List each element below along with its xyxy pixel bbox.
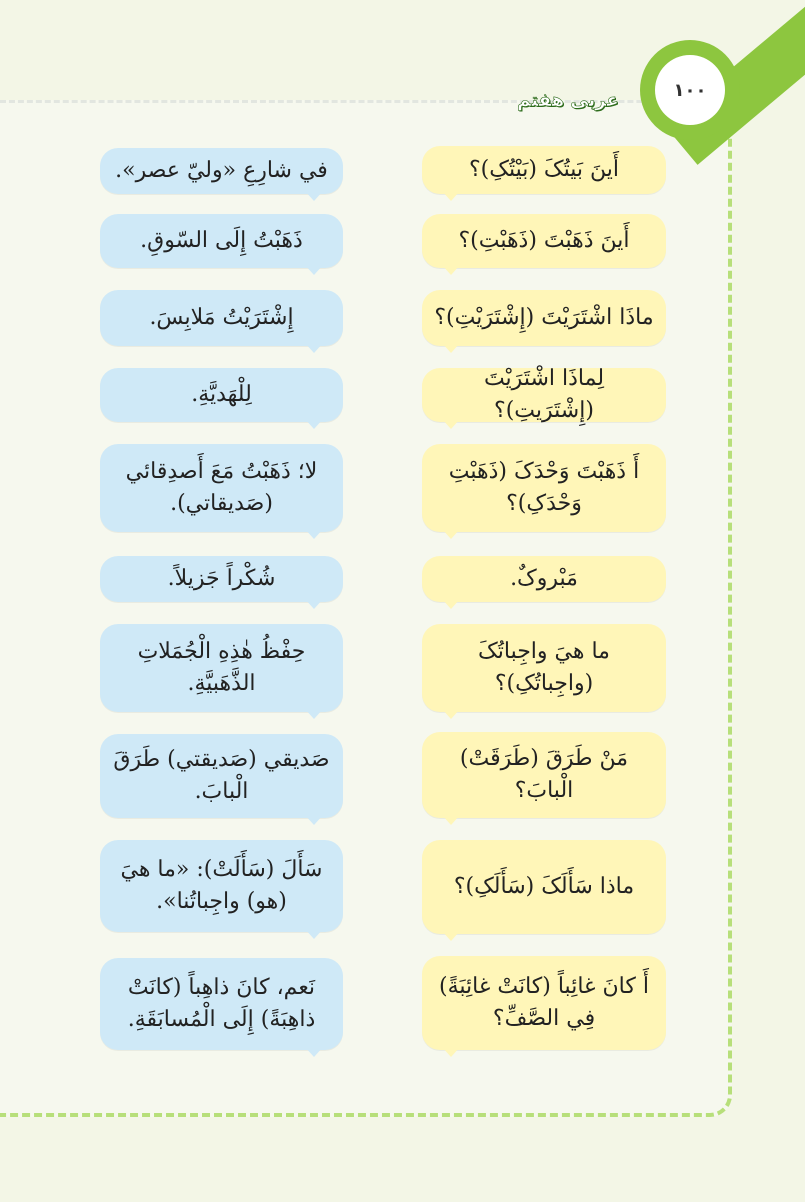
question-bubble: أَینَ ذَهَبْتَ (ذَهَبْتِ)؟	[422, 214, 666, 268]
answer-bubble: سَأَلَ (سَأَلَتْ): «ما هيَ (هو) واجِباتُنا».	[100, 840, 343, 932]
answer-bubble: صَدیقي (صَدیقتي) طَرَقَ الْبابَ.	[100, 734, 343, 818]
answer-bubble: حِفْظُ هٰذِهِ الْجُمَلاتِ الذَّهَبیَّةِ.	[100, 624, 343, 712]
answer-bubble: إِشْتَرَیْتُ مَلابِسَ.	[100, 290, 343, 346]
page-number-badge	[640, 40, 740, 140]
question-bubble: ماذا سَأَلَکَ (سَأَلَکِ)؟	[422, 840, 666, 934]
question-bubble: لِماذَا اشْتَرَیْتَ (إِشْتَرَیتِ)؟	[422, 368, 666, 422]
book-title: عربی هفتم	[517, 90, 619, 111]
answer-bubble: شُکْراً جَزیلاً.	[100, 556, 343, 602]
question-bubble: أَ کانَ غائِباً (کانَتْ غائِبَةً) فِي الصَّفِّ؟	[422, 956, 666, 1050]
question-bubble: مَبْروکٌ.	[422, 556, 666, 602]
question-bubble: مَنْ طَرَقَ (طَرَقَتْ) الْبابَ؟	[422, 732, 666, 818]
answer-bubble: ذَهَبْتُ إِلَی السّوقِ.	[100, 214, 343, 268]
question-bubble: أَینَ بَیتُکَ (بَیْتُکِ)؟	[422, 146, 666, 194]
question-bubble: ما هيَ واجِباتُکَ (واجِباتُکِ)؟	[422, 624, 666, 712]
answer-bubble: نَعم، کانَ ذاهِباً (کانَتْ ذاهِبَةً) إِلَی الْمُسابَقَةِ.	[100, 958, 343, 1050]
answer-bubble: لِلْهَدیَّةِ.	[100, 368, 343, 422]
answer-bubble: لا؛ ذَهَبْتُ مَعَ أَصدِقائي (صَديقاتي).	[100, 444, 343, 532]
page-number: ۱۰۰	[655, 55, 725, 125]
answer-bubble: في شارِعِ «وليّ عصر».	[100, 148, 343, 194]
question-bubble: ماذَا اشْتَرَیْتَ (إِشْتَرَیْتِ)؟	[422, 290, 666, 346]
question-bubble: أَ ذَهَبْتَ وَحْدَکَ (ذَهَبْتِ وَحْدَکِ)؟	[422, 444, 666, 532]
